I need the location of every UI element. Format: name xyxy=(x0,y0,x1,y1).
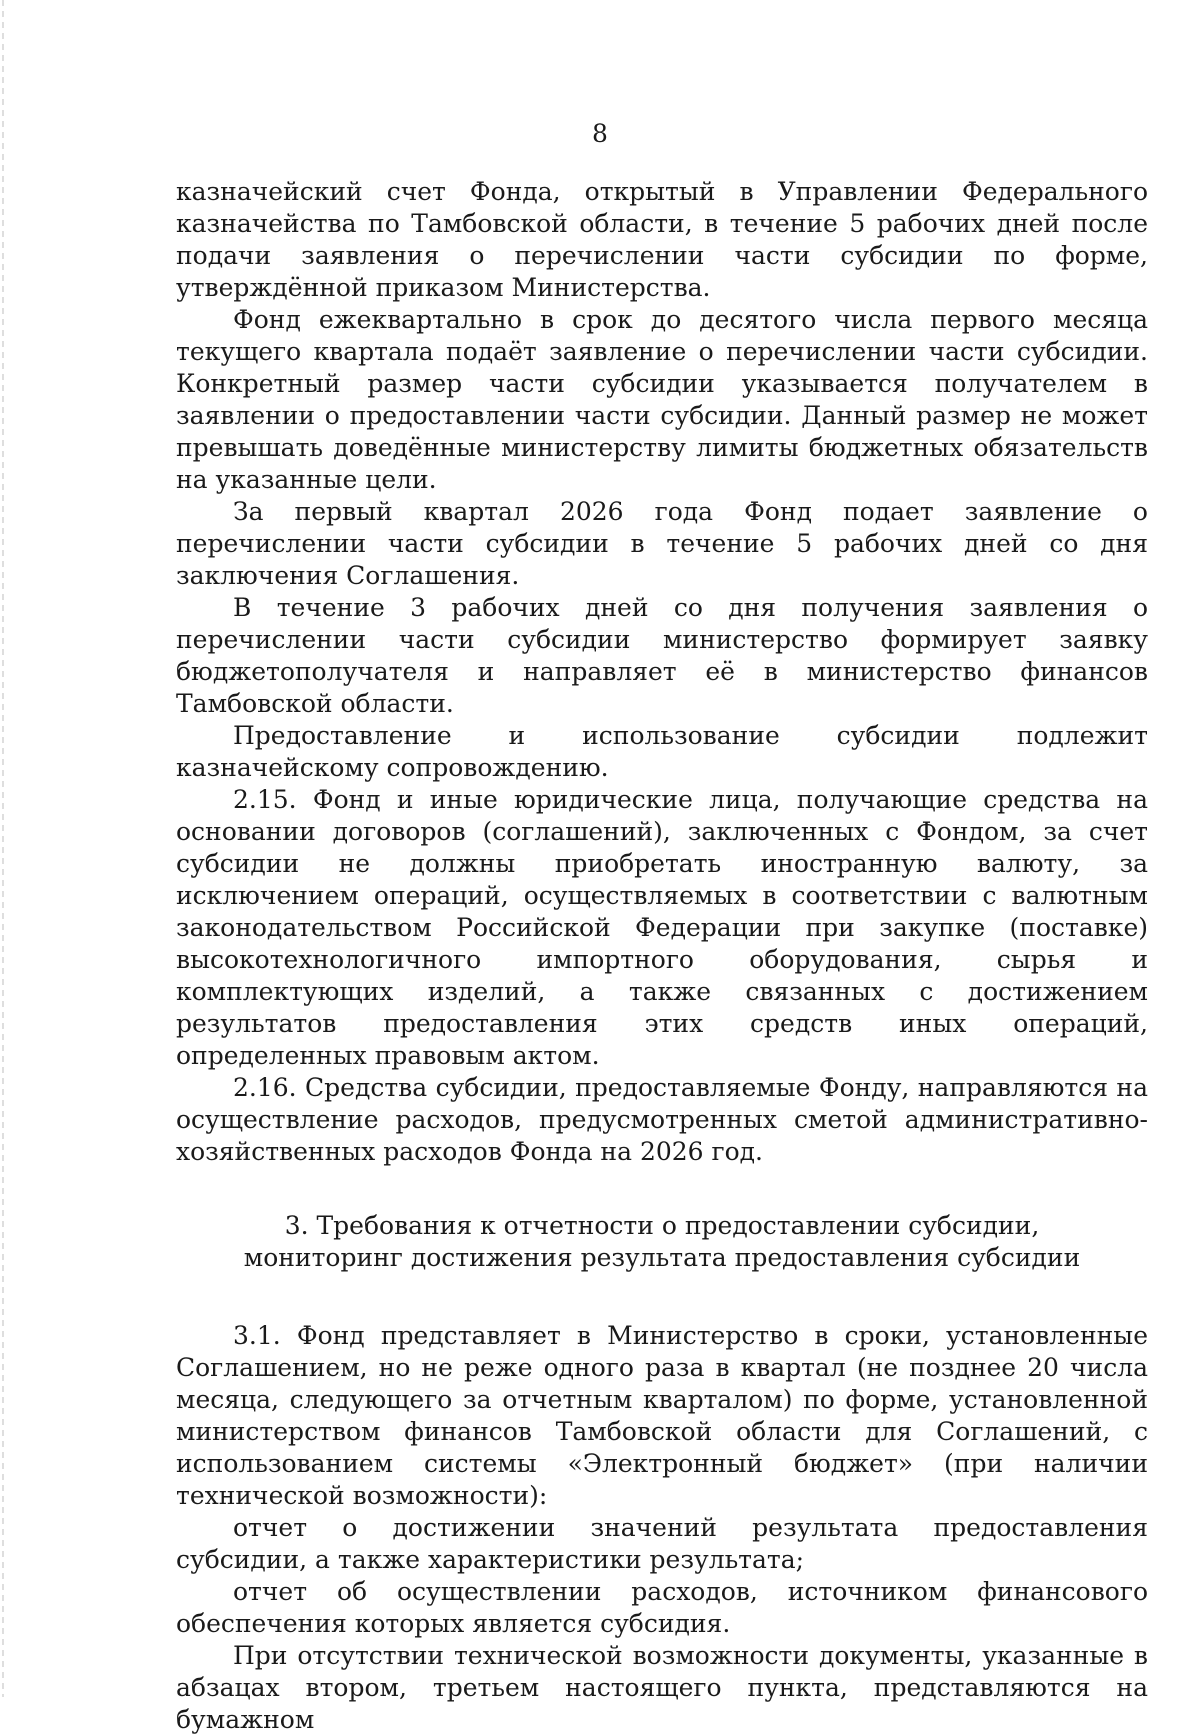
section-3-heading-line-1: 3. Требования к отчетности о предоставлении субсидии, xyxy=(284,1211,1040,1240)
page-number: 8 xyxy=(592,119,608,148)
document-body xyxy=(176,176,1148,1736)
paragraph: При отсутствии технической возможности документы, указанные в абзацах втором, третьем настоящего пункта, представляются на бумажном xyxy=(176,1641,1148,1734)
paragraph: отчет об осуществлении расходов, источником финансового обеспечения которых является субсидия. xyxy=(176,1577,1148,1638)
paragraph: Предоставление и использование субсидии подлежит казначейскому сопровождению. xyxy=(176,721,1148,782)
paragraph-2-16: 2.16. Средства субсидии, предоставляемые Фонду, направляются на осуществление расходов, предусмотренных сметой административно-хозяйственных расходов Фонда на 2026 год. xyxy=(176,1073,1148,1166)
paragraph-2-15: 2.15. Фонд и иные юридические лица, получающие средства на основании договоров (соглашений), заключенных с Фондом, за счет субсидии не должны приобретать иностранную валюту, за исключением операций, осуществляемых в соответствии с валютным законодательством Российской Федерации при закупке (поставке) высокотехнологичного импортного оборудования, сырья и комплектующих изделий, а также связанных с достижением результатов предоставления этих средств иных операций, определенных правовым актом. xyxy=(176,785,1148,1070)
paragraph: За первый квартал 2026 года Фонд подает заявление о перечислении части субсидии в течение 5 рабочих дней со дня заключения Соглашения. xyxy=(176,497,1148,590)
paragraph: отчет о достижении значений результата предоставления субсидии, а также характеристики результата; xyxy=(176,1513,1148,1574)
scan-edge-artifact xyxy=(2,0,4,1697)
paragraph-3-1: 3.1. Фонд представляет в Министерство в сроки, установленные Соглашением, но не реже одного раза в квартал (не позднее 20 числа месяца, следующего за отчетным кварталом) по форме, установленной министерством финансов Тамбовской области для Соглашений, с использованием системы «Электронный бюджет» (при наличии технической возможности): xyxy=(176,1321,1148,1510)
paragraph: Фонд ежеквартально в срок до десятого числа первого месяца текущего квартала подаёт заявление о перечислении части субсидии. Конкретный размер части субсидии указывается получателем в заявлении о предоставлении части субсидии. Данный размер не может превышать доведённые министерству лимиты бюджетных обязательств на указанные цели. xyxy=(176,305,1148,494)
section-3-heading xyxy=(176,1210,1148,1274)
paragraph: казначейский счет Фонда, открытый в Управлении Федерального казначейства по Тамбовской области, в течение 5 рабочих дней после подачи заявления о перечислении части субсидии по форме, утверждённой приказом Министерства. xyxy=(176,177,1148,302)
section-3-heading-line-2: мониторинг достижения результата предоставления субсидии xyxy=(243,1243,1081,1272)
paragraph: В течение 3 рабочих дней со дня получения заявления о перечислении части субсидии министерство формирует заявку бюджетополучателя и направляет её в министерство финансов Тамбовской области. xyxy=(176,593,1148,718)
